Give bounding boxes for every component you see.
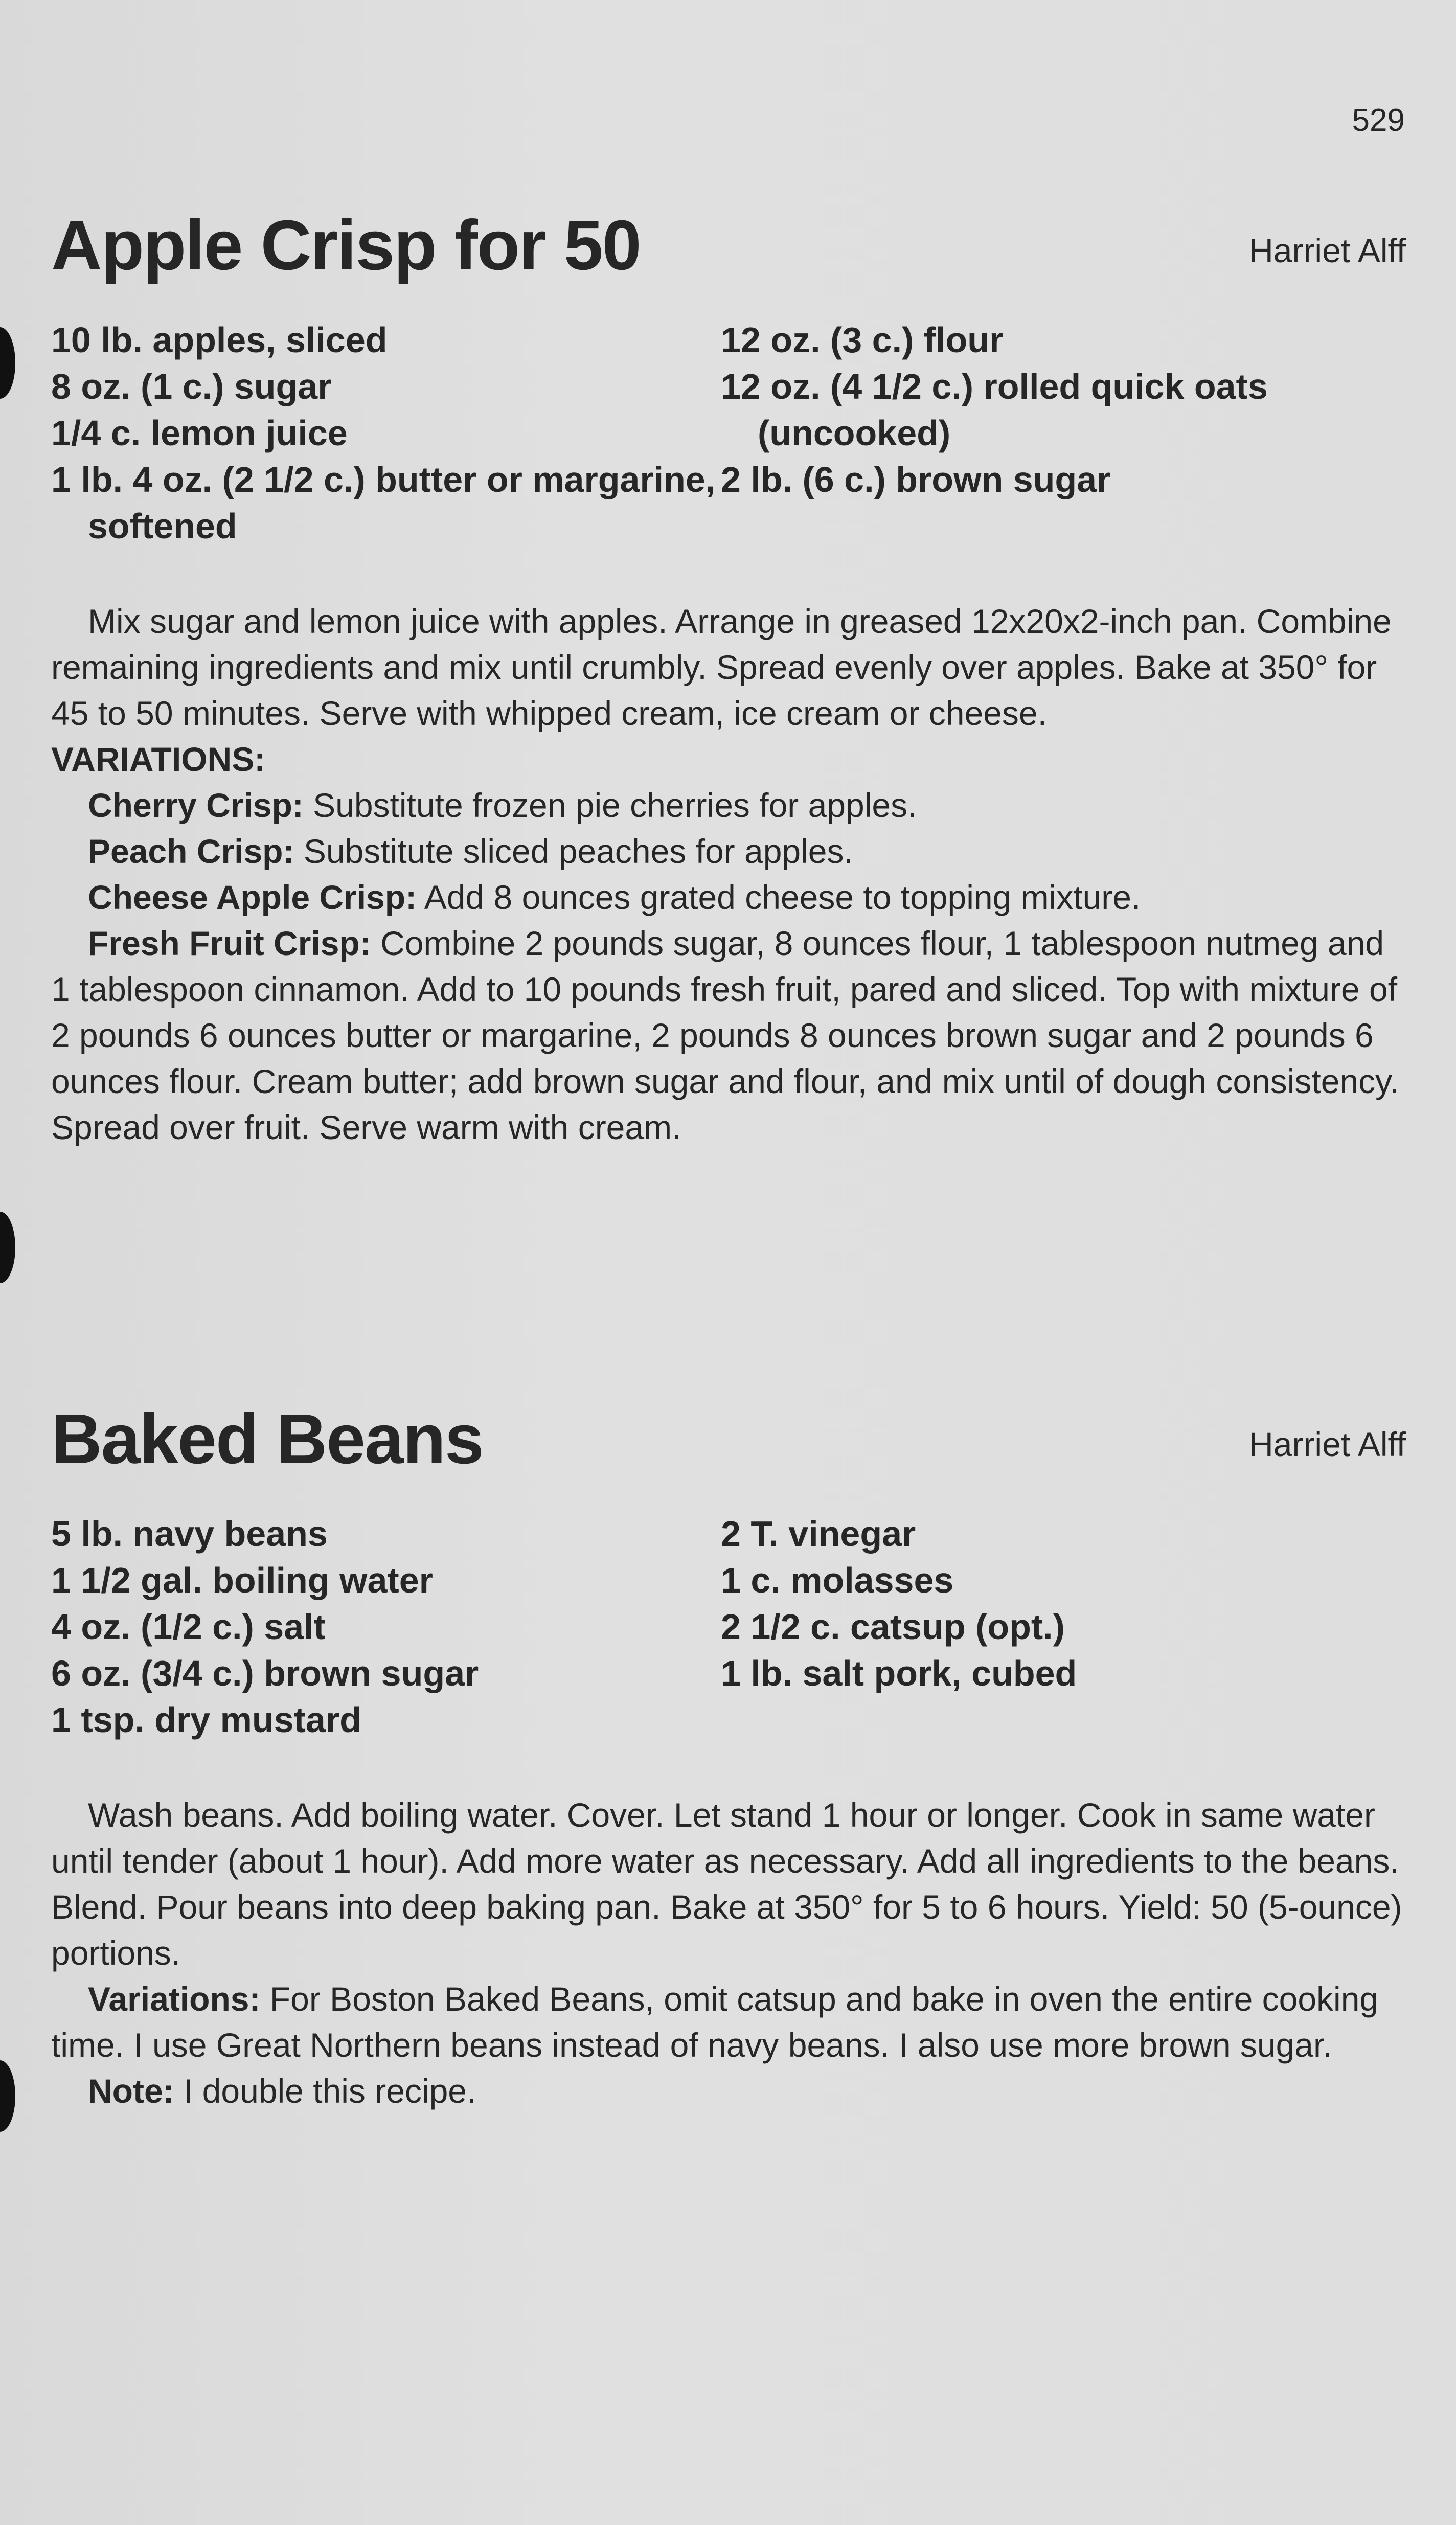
note-label: Variations: <box>88 1980 261 2018</box>
ingredient-item: 1 lb. salt pork, cubed <box>721 1653 1077 1693</box>
binder-hole <box>0 2060 15 2132</box>
variation-item <box>51 782 1406 828</box>
variation-text: Substitute sliced peaches for apples. <box>303 832 853 870</box>
ingredient-column-left <box>51 317 721 550</box>
recipe-instructions <box>51 1792 1406 2114</box>
ingredient-item: 1/4 c. lemon juice <box>51 413 348 453</box>
variation-label: Fresh Fruit Crisp: <box>88 924 371 962</box>
recipe-header <box>51 1388 1406 1490</box>
ingredient-item: 4 oz. (1/2 c.) salt <box>51 1607 326 1647</box>
variation-item <box>51 828 1406 874</box>
recipe-title: Baked Beans <box>51 1400 483 1478</box>
recipe-author: Harriet Alff <box>1249 1425 1406 1463</box>
ingredient-column-right <box>721 1511 1406 1743</box>
variation-item <box>51 874 1406 920</box>
ingredient-item: 10 lb. apples, sliced <box>51 320 388 360</box>
recipe-author: Harriet Alff <box>1249 232 1406 269</box>
note-text: For Boston Baked Beans, omit catsup and bake in oven the entire cooking time. I use Great Northern beans instead of navy beans. I also use more brown sugar. <box>51 1980 1379 2064</box>
ingredient-item: 8 oz. (1 c.) sugar <box>51 367 332 406</box>
variation-label: Peach Crisp: <box>88 832 294 870</box>
ingredient-item: 6 oz. (3/4 c.) brown sugar <box>51 1653 479 1693</box>
ingredient-item: 1 c. molasses <box>721 1560 954 1600</box>
recipe-header <box>51 194 1406 297</box>
directions-paragraph: Wash beans. Add boiling water. Cover. Let stand 1 hour or longer. Cook in same water until tender (about 1 hour). Add more water as necessary. Add all ingredients to the beans. Blend. Pour beans into deep baking pan. Bake at 350° for 5 to 6 hours. Yield: 50 (5-ounce) portions. <box>51 1796 1402 1972</box>
recipe-title: Apple Crisp for 50 <box>51 206 641 285</box>
ingredient-item: 5 lb. navy beans <box>51 1514 328 1554</box>
variations-heading: VARIATIONS: <box>51 740 266 778</box>
recipe-baked-beans <box>51 1388 1406 2114</box>
variation-text: Substitute frozen pie cherries for apples. <box>313 786 917 824</box>
directions-paragraph: Mix sugar and lemon juice with apples. Arrange in greased 12x20x2-inch pan. Combine remaining ingredients and mix until crumbly. Spread evenly over apples. Bake at 350° for 45 to 50 minutes. Serve with whipped cream, ice cream or cheese. <box>51 602 1392 732</box>
note-item <box>51 2068 1406 2114</box>
variation-text: Add 8 ounces grated cheese to topping mixture. <box>424 878 1141 916</box>
recipe-apple-crisp <box>51 194 1406 1150</box>
binder-hole <box>0 327 15 399</box>
variation-label: Cherry Crisp: <box>88 786 304 824</box>
ingredient-column-left <box>51 1511 721 1743</box>
ingredient-item: 2 lb. (6 c.) brown sugar <box>721 460 1111 499</box>
ingredient-list <box>51 317 1406 550</box>
page-number: 529 <box>1352 103 1405 138</box>
ingredient-item: 2 T. vinegar <box>721 1514 916 1554</box>
variation-label: Cheese Apple Crisp: <box>88 878 417 916</box>
ingredient-item: 1 1/2 gal. boiling water <box>51 1560 433 1600</box>
note-label: Note: <box>88 2072 174 2110</box>
variation-item <box>51 920 1406 1150</box>
ingredient-item: 1 lb. 4 oz. (2 1/2 c.) butter or margarine, softened <box>51 460 716 546</box>
recipe-instructions <box>51 598 1406 1150</box>
ingredient-column-right <box>721 317 1406 550</box>
note-text: I double this recipe. <box>184 2072 476 2110</box>
binder-hole <box>0 1212 15 1283</box>
ingredient-item: 2 1/2 c. catsup (opt.) <box>721 1607 1065 1647</box>
ingredient-item: 1 tsp. dry mustard <box>51 1700 361 1740</box>
ingredient-item: 12 oz. (3 c.) flour <box>721 320 1004 360</box>
note-item <box>51 1976 1406 2068</box>
variation-text: Combine 2 pounds sugar, 8 ounces flour, 1 tablespoon nutmeg and 1 tablespoon cinnamon. Add to 10 pounds fresh fruit, pared and sliced. Top with mixture of 2 pounds 6 ounces butter or margarine, 2 pounds 8 ounces brown sugar and 2 pounds 6 ounces flour. Cream butter; add brown sugar and flour, and mix until of dough consistency. Spread over fruit. Serve warm with cream. <box>51 924 1399 1146</box>
ingredient-item: 12 oz. (4 1/2 c.) rolled quick oats (uncooked) <box>721 367 1268 453</box>
ingredient-list <box>51 1511 1406 1743</box>
